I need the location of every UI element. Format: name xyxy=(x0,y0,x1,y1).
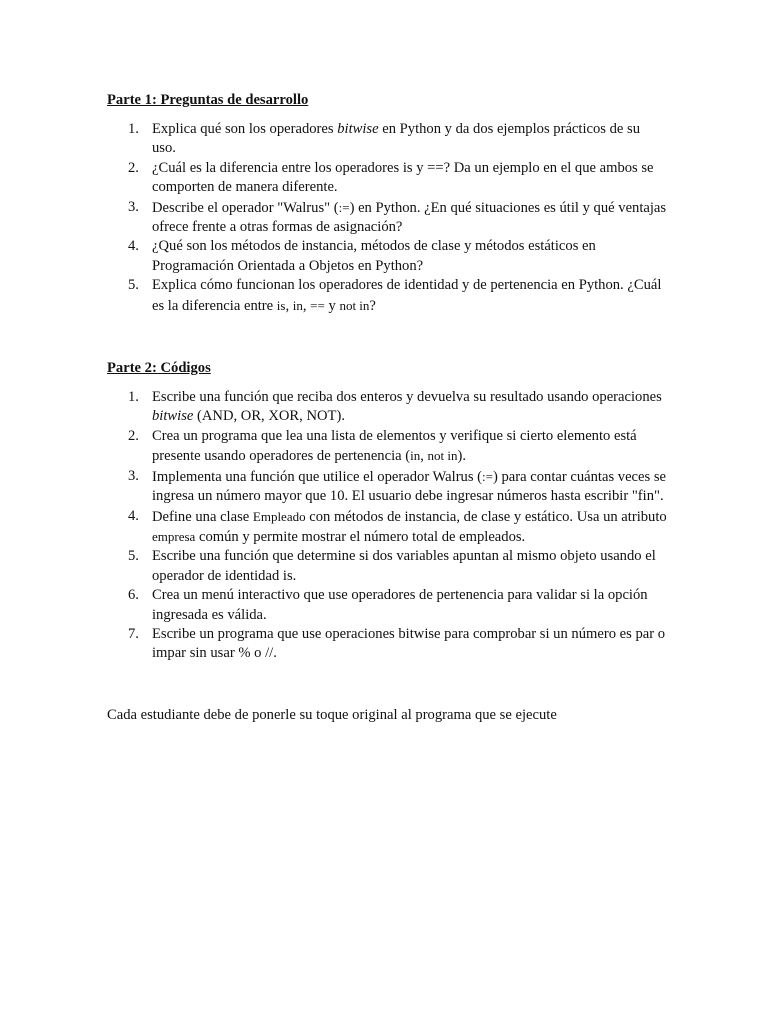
list-item xyxy=(107,467,667,507)
text-segment: Crea un menú interactivo que use operadores de pertenencia para validar si la opción ingresada es válida. xyxy=(152,587,648,623)
text-segment: Escribe una función que reciba dos enteros y devuelva su resultado usando operaciones xyxy=(152,389,662,406)
list-item-number: 1. xyxy=(128,389,139,406)
part-2-title: Parte 2: Códigos xyxy=(107,360,211,377)
text-segment: Explica cómo funcionan los operadores de identidad y de pertenencia en Python. ¿Cuál es la diferencia entre xyxy=(152,277,662,314)
list-item-number: 3. xyxy=(128,467,139,484)
list-item-number: 5. xyxy=(128,277,139,294)
list-item-text xyxy=(152,509,667,545)
part-2-exercise-list xyxy=(107,388,667,664)
list-item xyxy=(107,547,667,586)
text-segment: Define una clase xyxy=(152,508,253,525)
text-segment: ). xyxy=(457,448,467,465)
list-item-number: 2. xyxy=(128,159,139,176)
list-item xyxy=(107,586,667,625)
inline-code: not in xyxy=(427,448,458,464)
part-1-title: Parte 1: Preguntas de desarrollo xyxy=(107,92,309,108)
text-segment: Escribe una función que determine si dos variables apuntan al mismo objeto usando el operador de identidad is. xyxy=(152,548,656,584)
part-2-section xyxy=(107,358,667,664)
list-item-number: 6. xyxy=(128,587,139,604)
text-segment: ¿Cuál es la diferencia entre los operadores is y ==? Da un ejemplo en el que ambos se comporten de manera diferente. xyxy=(152,159,654,196)
list-item xyxy=(107,507,667,548)
list-item-text xyxy=(152,587,648,622)
text-segment: Crea un programa que lea una lista de elementos y verifique si cierto elemento está presente usando operadores de pertenencia ( xyxy=(152,427,637,465)
list-item-text xyxy=(152,389,662,424)
list-item xyxy=(107,159,667,198)
list-item-text xyxy=(152,428,637,464)
list-item xyxy=(107,120,667,159)
text-segment: con métodos de instancia, de clase y estático. Usa un atributo xyxy=(305,508,667,525)
list-item-number: 2. xyxy=(128,427,139,444)
text-segment: , xyxy=(420,448,428,465)
list-item-number: 4. xyxy=(128,238,139,255)
text-segment: , xyxy=(285,297,293,314)
list-item xyxy=(107,237,667,276)
text-segment: Escribe un programa que use operaciones bitwise para comprobar si un número es par o impar sin usar % o //. xyxy=(152,625,666,662)
list-item xyxy=(107,198,667,238)
list-item-number: 7. xyxy=(128,625,139,642)
list-item-text xyxy=(152,548,656,583)
text-segment: (AND, OR, XOR, NOT). xyxy=(193,408,345,425)
inline-code: empresa xyxy=(152,528,196,544)
text-segment: en Python y da dos ejemplos prácticos de su uso. xyxy=(152,121,641,157)
part-1-question-list xyxy=(107,120,667,316)
list-item-text xyxy=(152,238,596,273)
inline-code: := xyxy=(482,468,493,484)
list-item-number: 4. xyxy=(128,507,139,524)
list-item-text xyxy=(152,160,654,195)
inline-code: Empleado xyxy=(252,508,306,524)
inline-code: := xyxy=(338,199,350,215)
text-segment: Implementa una función que utilice el operador Walrus ( xyxy=(152,468,483,485)
list-item xyxy=(107,625,667,664)
text-segment: ¿Qué son los métodos de instancia, métodos de clase y métodos estáticos en Programación Orientada a Objetos en Python? xyxy=(152,238,596,274)
text-segment: común y permite mostrar el número total de empleados. xyxy=(195,528,526,545)
list-item-text xyxy=(152,277,661,313)
inline-code: is xyxy=(276,297,286,313)
inline-code: == xyxy=(310,297,325,313)
text-segment: y xyxy=(324,297,340,314)
list-item xyxy=(107,276,667,316)
list-item-text xyxy=(152,626,665,661)
list-item xyxy=(107,427,667,467)
list-item-text xyxy=(152,469,666,504)
text-segment: ) en Python. ¿En qué situaciones es útil y qué ventajas ofrece frente a otras formas de asignación? xyxy=(152,199,667,236)
part-1-section xyxy=(107,90,667,316)
text-segment: Explica qué son los operadores xyxy=(152,121,338,137)
document-page xyxy=(107,90,667,725)
list-item-number: 3. xyxy=(128,198,139,215)
text-segment: ) para contar cuántas veces se ingresa un número mayor que 10. El usuario debe ingresar números hasta escribir "fin". xyxy=(152,468,667,505)
closing-note: Cada estudiante debe de ponerle su toque original al programa que se ejecute xyxy=(107,706,557,723)
list-item-text xyxy=(152,200,666,235)
text-segment: , xyxy=(302,297,311,314)
text-segment: Describe el operador "Walrus" ( xyxy=(152,199,339,216)
list-item xyxy=(107,388,667,427)
list-item-number: 1. xyxy=(128,121,139,137)
list-item-number: 5. xyxy=(128,548,139,565)
italic-text: bitwise xyxy=(337,121,379,137)
inline-code: not in xyxy=(339,297,370,313)
list-item-text xyxy=(152,121,640,156)
text-segment: ? xyxy=(369,297,376,314)
inline-code: in xyxy=(292,297,303,313)
italic-text: bitwise xyxy=(152,408,194,425)
inline-code: in xyxy=(410,448,421,464)
